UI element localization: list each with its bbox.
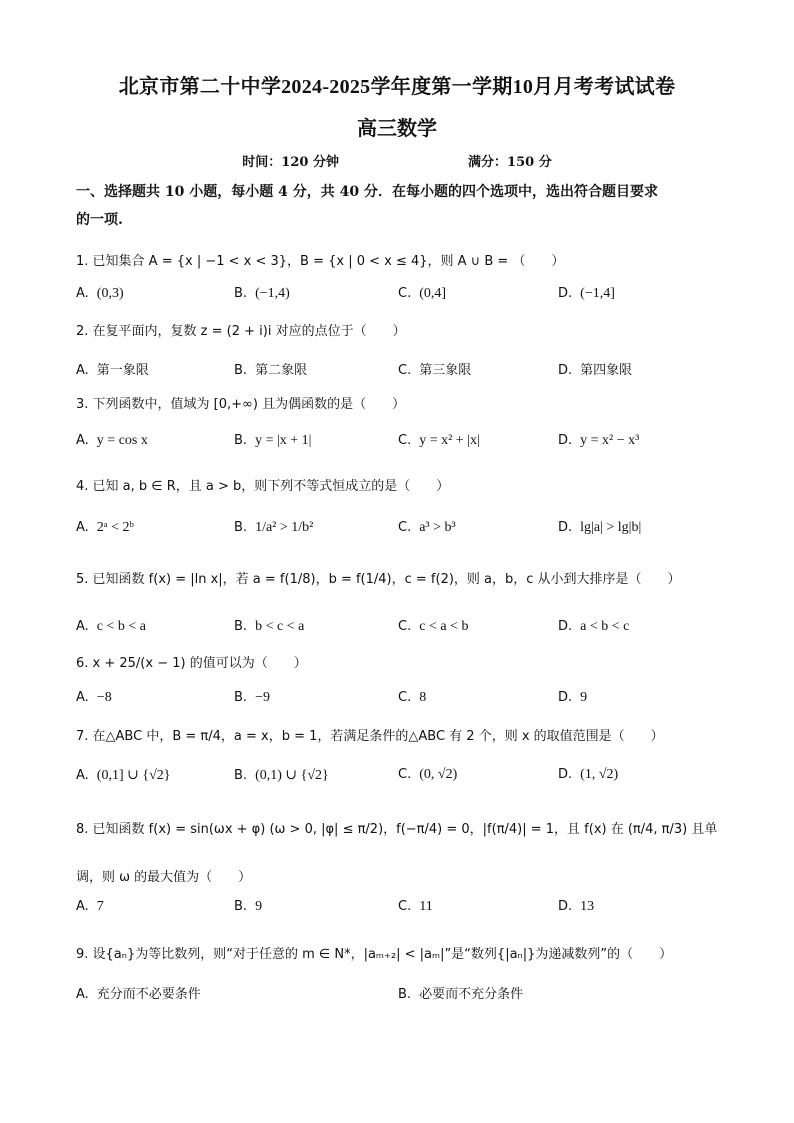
section-heading-line2: 的一项. — [76, 212, 123, 228]
option-d: D. 9 — [558, 690, 588, 705]
option-a: A. (0,3) — [76, 286, 124, 301]
option-d: D. lg|a| > lg|b| — [558, 520, 642, 535]
option-a: A. −8 — [76, 690, 112, 705]
option-a: A. c < b < a — [76, 619, 147, 634]
question-8-stem: 8. 已知函数 f(x) = sin(ωx + φ) (ω > 0, |φ| ≤ π/2)，f(−π/4) = 0，|f(π/4)| = 1，且 f(x) 在 (π/4, π/3) 且单 — [76, 822, 718, 837]
question-5-stem: 5. 已知函数 f(x) = |ln x|，若 a = f(1/8)，b = f(1/4)，c = f(2)，则 a，b，c 从小到大排序是（ ） — [76, 572, 681, 587]
question-3-stem: 3. 下列函数中，值域为 [0,+∞) 且为偶函数的是（ ） — [76, 397, 406, 412]
section-heading — [76, 178, 726, 234]
option-d: D. (−1,4] — [558, 286, 615, 301]
question-2-stem: 2. 在复平面内，复数 z = (2 + i)i 对应的点位于（ ） — [76, 324, 406, 339]
question-5-options — [76, 619, 726, 639]
option-c: C. 第三象限 — [398, 363, 472, 378]
option-a: A. 第一象限 — [76, 363, 149, 378]
option-b: B. 必要而不充分条件 — [398, 987, 524, 1002]
question-9-stem: 9. 设{aₙ}为等比数列，则“对于任意的 m ∈ N*，|aₘ₊₂| < |aₘ|”是“数列{|aₙ|}为递减数列”的（ ） — [76, 947, 673, 962]
section-heading-line1: 一、选择题共 10 小题，每小题 4 分，共 40 分．在每小题的四个选项中，选出符合题目要求 — [76, 184, 658, 200]
exam-meta — [0, 151, 794, 170]
option-c: C. 11 — [398, 899, 433, 914]
exam-time: 时间：120 分钟 — [242, 155, 339, 170]
question-8-options — [76, 899, 726, 919]
option-d: D. y = x² − x³ — [558, 433, 640, 448]
option-a: A. 7 — [76, 899, 104, 914]
option-b: B. (0,1) ∪ {√2} — [234, 768, 329, 783]
question-6-stem: 6. x + 25/(x − 1) 的值可以为（ ） — [76, 656, 307, 671]
exam-score: 满分：150 分 — [468, 155, 552, 170]
question-6-options — [76, 690, 726, 710]
option-b: B. (−1,4) — [234, 286, 290, 301]
question-9-options — [76, 983, 726, 1003]
option-b: B. −9 — [234, 690, 270, 705]
option-d: D. 第四象限 — [558, 363, 633, 378]
option-b: B. 第二象限 — [234, 363, 308, 378]
option-c: C. 8 — [398, 690, 427, 705]
question-4-options — [76, 520, 726, 540]
question-2-options — [76, 359, 726, 379]
option-c: C. c < a < b — [398, 619, 469, 634]
option-c: C. a³ > b³ — [398, 520, 456, 535]
exam-title: 北京市第二十中学2024-2025学年度第一学期10月月考考试试卷 — [118, 76, 676, 98]
question-1-options — [76, 286, 726, 306]
option-c: C. y = x² + |x| — [398, 433, 480, 448]
option-b: B. 9 — [234, 899, 263, 914]
option-a: A. (0,1] ∪ {√2} — [76, 768, 171, 783]
option-c: C. (0,4] — [398, 286, 447, 301]
option-c: C. (0, √2) — [398, 767, 458, 782]
question-7-stem: 7. 在△ABC 中，B = π/4，a = x，b = 1，若满足条件的△ABC 有 2 个，则 x 的取值范围是（ ） — [76, 729, 664, 744]
question-4-stem: 4. 已知 a, b ∈ R，且 a > b，则下列不等式恒成立的是（ ） — [76, 479, 450, 494]
question-8-stem-continued: 调，则 ω 的最大值为（ ） — [76, 870, 252, 885]
option-a: A. 充分而不必要条件 — [76, 987, 201, 1002]
option-b: B. y = |x + 1| — [234, 433, 312, 448]
option-a: A. 2ᵃ < 2ᵇ — [76, 520, 134, 535]
option-d: D. a < b < c — [558, 619, 630, 634]
option-a: A. y = cos x — [76, 433, 148, 448]
question-7-options — [76, 767, 726, 787]
question-3-options — [76, 433, 726, 453]
option-b: B. 1/a² > 1/b² — [234, 520, 314, 535]
option-d: D. 13 — [558, 899, 595, 914]
option-d: D. (1, √2) — [558, 767, 619, 782]
exam-subtitle: 高三数学 — [357, 118, 437, 140]
question-1-stem: 1. 已知集合 A = {x | −1 < x < 3}，B = {x | 0 < x ≤ 4}，则 A ∪ B = （ ） — [76, 254, 565, 269]
option-b: B. b < c < a — [234, 619, 305, 634]
